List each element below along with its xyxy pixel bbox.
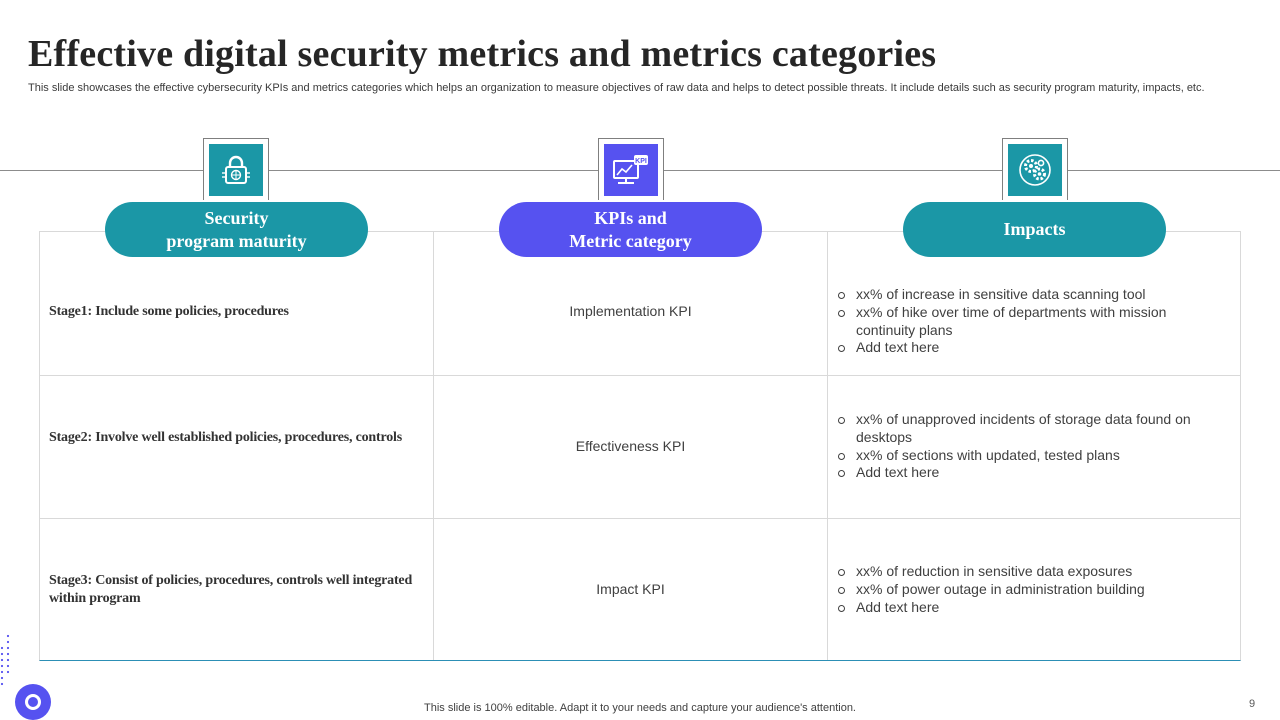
stage-3-text: Stage3: Consist of policies, procedures, controls well integrated within program bbox=[49, 573, 413, 606]
slide-title: Effective digital security metrics and metrics categories bbox=[28, 33, 937, 75]
impacts-list-2 bbox=[838, 411, 1218, 482]
column-header-kpis bbox=[499, 202, 762, 257]
column-header-security bbox=[105, 202, 368, 257]
kpi-monitor-icon bbox=[604, 144, 658, 196]
column-header-line: program maturity bbox=[166, 230, 307, 251]
impacts-list-3 bbox=[838, 563, 1218, 616]
page-number: 9 bbox=[1249, 698, 1256, 710]
list-item: Add text here bbox=[838, 599, 1218, 617]
column-header-line: Metric category bbox=[569, 230, 692, 251]
row-divider bbox=[40, 518, 1240, 519]
column-header-impacts bbox=[903, 202, 1166, 257]
row-divider bbox=[40, 375, 1240, 376]
list-item: xx% of hike over time of departments with mission continuity plans bbox=[838, 304, 1218, 340]
slide-footer: This slide is 100% editable. Adapt it to your needs and capture your audience's attention. bbox=[424, 702, 856, 714]
lock-icon bbox=[209, 144, 263, 196]
column-divider bbox=[827, 232, 828, 660]
impacts-icon-frame bbox=[1002, 138, 1068, 200]
list-item: xx% of increase in sensitive data scanning tool bbox=[838, 286, 1218, 304]
list-item: Add text here bbox=[838, 464, 1218, 482]
kpi-2-text: Effectiveness KPI bbox=[575, 438, 686, 454]
gears-icon bbox=[1008, 144, 1062, 196]
list-item: xx% of sections with updated, tested plans bbox=[838, 447, 1218, 465]
svg-text:KPI: KPI bbox=[635, 158, 647, 165]
stage-2-text: Stage2: Involve well established policies, procedures, controls bbox=[49, 430, 402, 445]
stage-1-text: Stage1: Include some policies, procedures bbox=[49, 304, 289, 319]
kpi-3-text: Impact KPI bbox=[596, 581, 665, 597]
list-item: xx% of power outage in administration building bbox=[838, 581, 1218, 599]
impacts-list-1 bbox=[838, 286, 1218, 357]
list-item: Add text here bbox=[838, 339, 1218, 357]
list-item: xx% of unapproved incidents of storage data found on desktops bbox=[838, 411, 1218, 447]
dot-pattern-decoration bbox=[0, 632, 20, 692]
column-header-line: Impacts bbox=[1003, 219, 1066, 239]
slide-subtitle: This slide showcases the effective cybersecurity KPIs and metrics categories which helps an organization to measure objectives of raw data and helps to detect possible threats. It include details such as security program maturity, impacts, etc. bbox=[28, 82, 1205, 94]
kpi-icon-frame bbox=[598, 138, 664, 200]
security-icon-frame bbox=[203, 138, 269, 200]
kpi-1-text: Implementation KPI bbox=[569, 303, 692, 319]
list-item: xx% of reduction in sensitive data exposures bbox=[838, 563, 1218, 581]
column-header-line: Security bbox=[204, 207, 269, 228]
column-header-line: KPIs and bbox=[594, 207, 667, 228]
